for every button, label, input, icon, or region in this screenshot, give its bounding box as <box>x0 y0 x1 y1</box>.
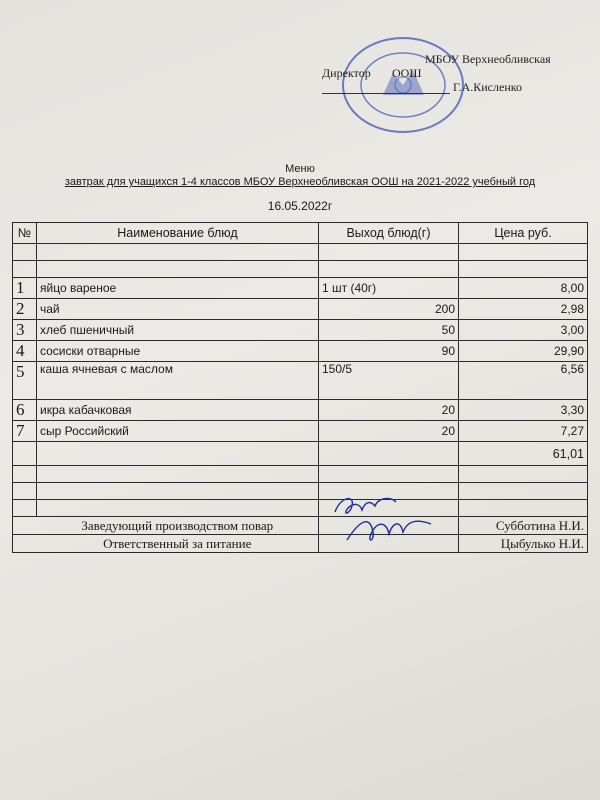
menu-date: 16.05.2022г <box>267 199 333 213</box>
row-num: 7 <box>13 421 37 442</box>
table-row <box>13 400 588 421</box>
row-output: 150/5 <box>319 362 459 400</box>
row-price: 2,98 <box>459 299 588 320</box>
row-price: 8,00 <box>459 278 588 299</box>
row-dish-name: икра кабачковая <box>37 400 319 421</box>
menu-subtitle: завтрак для учащихся 1-4 классов МБОУ Верхнеобливская ООШ на 2021-2022 учебный год <box>64 176 536 188</box>
approval-director: Директор <box>322 66 371 80</box>
column-header-num: № <box>13 223 37 244</box>
row-dish-name: сыр Российский <box>37 421 319 442</box>
table-row <box>13 278 588 299</box>
table-row <box>13 421 588 442</box>
total-price: 61,01 <box>459 442 588 466</box>
row-num: 4 <box>13 341 37 362</box>
row-output: 200 <box>319 299 459 320</box>
table-row-empty <box>13 483 588 500</box>
row-num: 1 <box>13 278 37 299</box>
row-dish-name: хлеб пшеничный <box>37 320 319 341</box>
row-output: 50 <box>319 320 459 341</box>
signature-name-nutrition: Цыбулько Н.И. <box>459 535 588 553</box>
approval-name: Г.А.Кисленко <box>453 80 522 94</box>
table-row <box>13 341 588 362</box>
table-header-row <box>13 223 588 244</box>
row-price: 3,00 <box>459 320 588 341</box>
table-row <box>13 362 588 400</box>
column-header-output: Выход блюд(г) <box>319 223 459 244</box>
table-row-total <box>13 442 588 466</box>
row-dish-name: яйцо вареное <box>37 278 319 299</box>
row-num: 3 <box>13 320 37 341</box>
approval-signature-line <box>322 93 450 94</box>
approval-org: МБОУ Верхнеобливская <box>425 52 551 66</box>
table-row-empty <box>13 261 588 278</box>
menu-title: Меню <box>285 163 315 175</box>
column-header-price: Цена руб. <box>459 223 588 244</box>
menu-table <box>12 222 588 553</box>
row-price: 29,90 <box>459 341 588 362</box>
approval-school-short: ООШ <box>392 66 422 80</box>
row-dish-name: каша ячневая с маслом <box>37 362 319 400</box>
row-num: 6 <box>13 400 37 421</box>
signature-row-nutrition <box>13 535 588 553</box>
signature-row-production <box>13 517 588 535</box>
row-price: 6,56 <box>459 362 588 400</box>
row-dish-name: сосиски отварные <box>37 341 319 362</box>
table-row-empty <box>13 244 588 261</box>
row-num: 2 <box>13 299 37 320</box>
row-num: 5 <box>13 362 37 400</box>
column-header-name: Наименование блюд <box>37 223 319 244</box>
signature-name-production: Субботина Н.И. <box>459 517 588 535</box>
school-stamp <box>338 35 468 135</box>
signature-label-production: Заведующий производством повар <box>37 517 319 535</box>
row-output: 1 шт (40г) <box>319 278 459 299</box>
row-dish-name: чай <box>37 299 319 320</box>
row-output: 20 <box>319 421 459 442</box>
signature-label-nutrition: Ответственный за питание <box>37 535 319 553</box>
row-price: 7,27 <box>459 421 588 442</box>
row-output: 90 <box>319 341 459 362</box>
handwritten-signature-nutrition <box>345 510 435 550</box>
row-price: 3,30 <box>459 400 588 421</box>
table-row-empty <box>13 500 588 517</box>
row-output: 20 <box>319 400 459 421</box>
table-row <box>13 320 588 341</box>
table-row-empty <box>13 466 588 483</box>
table-row <box>13 299 588 320</box>
